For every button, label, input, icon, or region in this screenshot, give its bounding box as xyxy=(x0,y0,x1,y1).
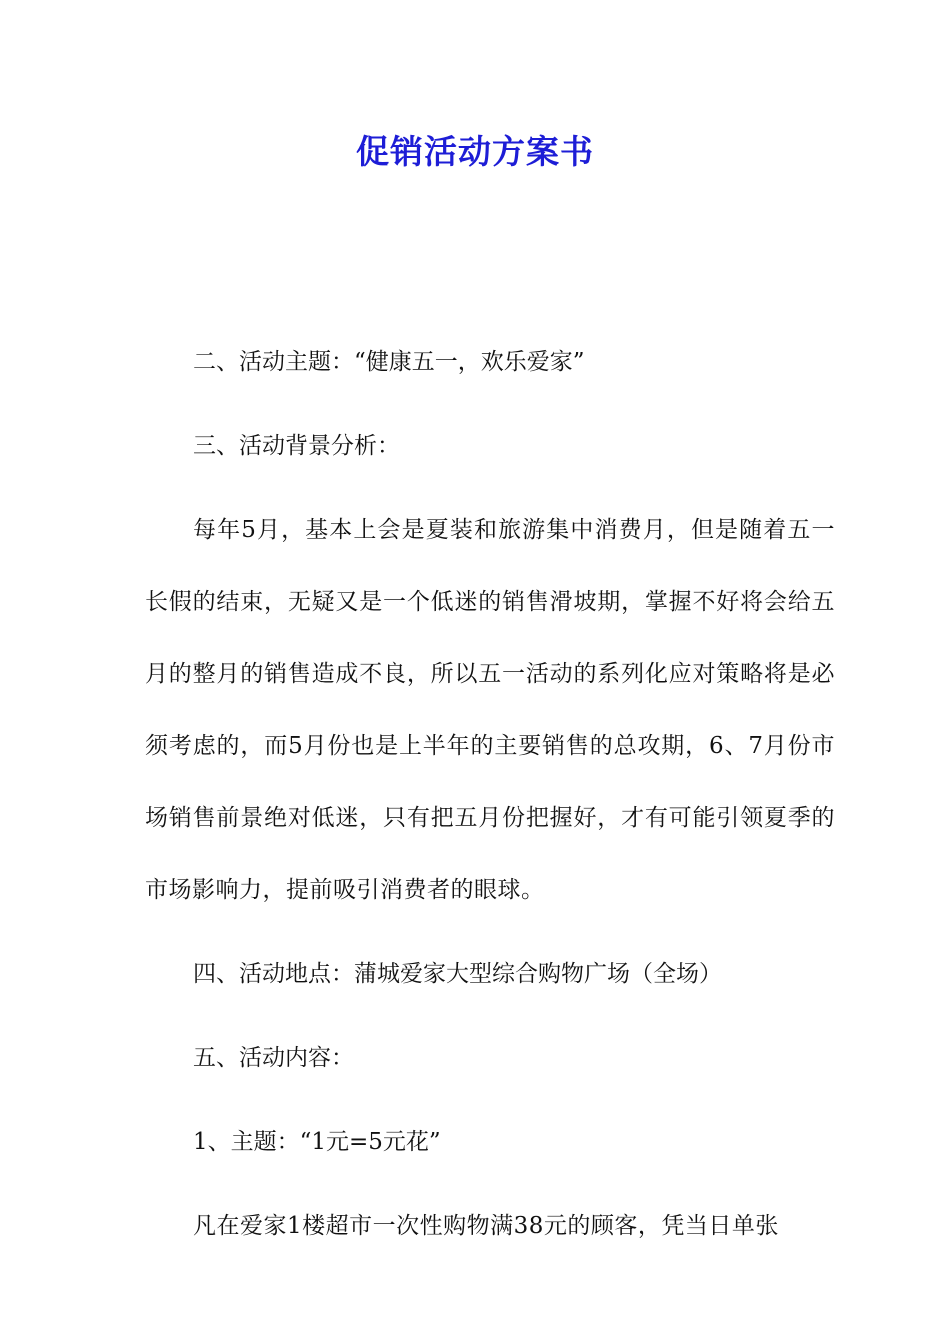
document-body xyxy=(145,338,835,1286)
paragraph-location: 四、活动地点：蒲城爱家大型综合购物广场（全场） xyxy=(193,961,722,987)
paragraph-theme: 二、活动主题：“健康五一，欢乐爱家” xyxy=(193,349,585,375)
paragraph-background-analysis: 每年5月，基本上会是夏装和旅游集中消费月，但是随着五一长假的结束，无疑又是一个低迷的销售滑坡期，掌握不好将会给五月的整月的销售造成不良，所以五一活动的系列化应对策略将是必须考虑的，而5月份也是上半年的主要销售的总攻期，6、7月份市场销售前景绝对低迷，只有把五月份把握好，才有可能引领夏季的市场影响力，提前吸引消费者的眼球。 xyxy=(145,517,835,903)
paragraph-subtheme: 1、主题：“1元=5元花” xyxy=(193,1129,441,1155)
document-title: 促销活动方案书 xyxy=(356,132,594,171)
paragraph-content-heading: 五、活动内容： xyxy=(193,1045,354,1071)
paragraph-background-heading: 三、活动背景分析： xyxy=(193,433,400,459)
paragraph-offer: 凡在爱家1楼超市一次性购物满38元的顾客，凭当日单张 xyxy=(193,1213,779,1239)
